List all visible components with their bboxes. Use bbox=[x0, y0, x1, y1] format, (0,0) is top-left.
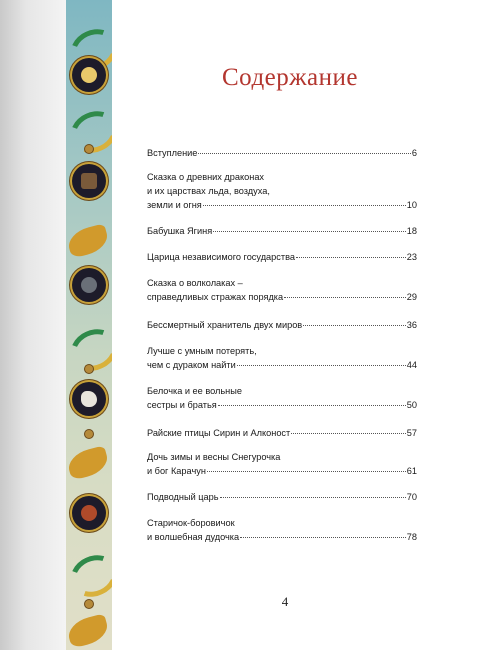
house-medallion-icon bbox=[72, 164, 106, 198]
dragon-ornament-icon bbox=[66, 613, 111, 648]
toc-entry[interactable] bbox=[147, 426, 417, 440]
toc-page-number: 10 bbox=[406, 200, 417, 210]
toc-entry-title: сестры и братья bbox=[147, 400, 217, 410]
toc-entry[interactable] bbox=[147, 384, 417, 412]
stud-ornament-icon bbox=[85, 145, 93, 153]
toc-entry-title: Сказка о древних драконах bbox=[147, 172, 265, 182]
leader-dots bbox=[284, 296, 406, 298]
toc-entry[interactable] bbox=[147, 516, 417, 544]
toc-entry-title: чем с дураком найти bbox=[147, 360, 236, 370]
toc-entry[interactable] bbox=[147, 490, 417, 504]
toc-entry-title: и бог Карачун bbox=[147, 466, 206, 476]
toc-entry[interactable] bbox=[147, 318, 417, 332]
leader-dots bbox=[198, 152, 410, 154]
toc-page-number: 18 bbox=[406, 226, 417, 236]
toc-entry-title: Вступление bbox=[147, 148, 198, 158]
toc-entry-title: и их царствах льда, воздуха, bbox=[147, 186, 270, 196]
owl-medallion-icon bbox=[72, 268, 106, 302]
toc-entry-title: земли и огня bbox=[147, 200, 202, 210]
toc-entry-title: Подводный царь bbox=[147, 492, 219, 502]
page-title: Содержание bbox=[222, 64, 358, 91]
warrior-medallion-icon bbox=[72, 496, 106, 530]
toc-page-number: 50 bbox=[406, 400, 417, 410]
toc-page-number: 78 bbox=[406, 532, 417, 542]
toc-page-number: 36 bbox=[406, 320, 417, 330]
toc-entry-title: Бессмертный хранитель двух миров bbox=[147, 320, 303, 330]
toc-entry[interactable] bbox=[147, 344, 417, 372]
leader-dots bbox=[237, 364, 406, 366]
leader-dots bbox=[218, 404, 406, 406]
toc-entry-title: Сказка о волколаках – bbox=[147, 278, 243, 288]
toc-entry[interactable] bbox=[147, 146, 417, 160]
dragon-ornament-icon bbox=[66, 223, 111, 258]
leader-dots bbox=[207, 470, 406, 472]
toc-page-number: 6 bbox=[411, 148, 417, 158]
toc-entry-title: Белочка и ее вольные bbox=[147, 386, 242, 396]
unicorn-medallion-icon bbox=[72, 382, 106, 416]
toc-entry[interactable] bbox=[147, 170, 417, 212]
leader-dots bbox=[291, 432, 406, 434]
leader-dots bbox=[240, 536, 406, 538]
toc-page-number: 23 bbox=[406, 252, 417, 262]
toc-entry-title: Царица независимого государства bbox=[147, 252, 295, 262]
stud-ornament-icon bbox=[85, 600, 93, 608]
toc-page-number: 61 bbox=[406, 466, 417, 476]
leader-dots bbox=[203, 204, 406, 206]
toc-page-number: 57 bbox=[406, 428, 417, 438]
toc-entry-title: Бабушка Ягиня bbox=[147, 226, 213, 236]
leader-dots bbox=[303, 324, 406, 326]
toc-page-number: 29 bbox=[406, 292, 417, 302]
stud-ornament-icon bbox=[85, 430, 93, 438]
serpent-ornament-icon bbox=[66, 548, 112, 605]
toc-entry[interactable] bbox=[147, 250, 417, 264]
leader-dots bbox=[213, 230, 406, 232]
dragon-ornament-icon bbox=[66, 445, 111, 480]
page-gutter-shadow bbox=[0, 0, 66, 650]
leader-dots bbox=[220, 496, 406, 498]
toc-page-number: 70 bbox=[406, 492, 417, 502]
toc-entry-title: Лучше с умным потерять, bbox=[147, 346, 257, 356]
ornament-border bbox=[66, 0, 112, 650]
toc-entry-title: Дочь зимы и весны Снегурочка bbox=[147, 452, 281, 462]
toc-entry-title: Старичок-боровичок bbox=[147, 518, 235, 528]
toc-entry-title: Райские птицы Сирин и Алконост bbox=[147, 428, 291, 438]
stud-ornament-icon bbox=[85, 365, 93, 373]
page-number: 4 bbox=[281, 594, 289, 609]
toc-entry[interactable] bbox=[147, 450, 417, 478]
toc-entry-title: справедливых стражах порядка bbox=[147, 292, 284, 302]
leader-dots bbox=[296, 256, 406, 258]
toc-entry[interactable] bbox=[147, 276, 417, 304]
toc-page-number: 44 bbox=[406, 360, 417, 370]
moon-medallion-icon bbox=[72, 58, 106, 92]
toc-entry[interactable] bbox=[147, 224, 417, 238]
toc-entry-title: и волшебная дудочка bbox=[147, 532, 240, 542]
